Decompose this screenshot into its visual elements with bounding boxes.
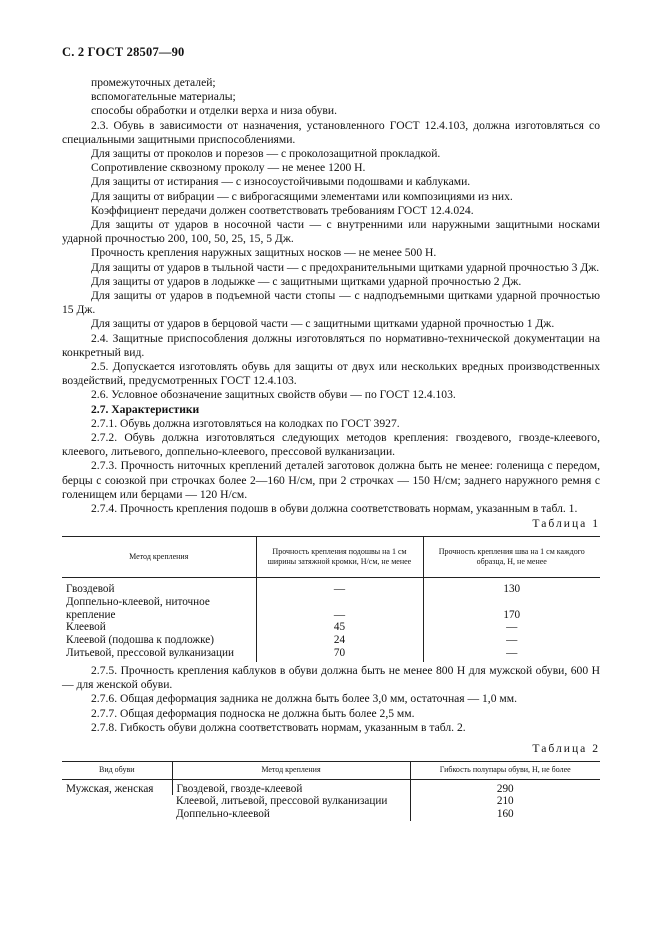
table1-cell-seam: 170 xyxy=(423,596,600,622)
table1-cell-seam: — xyxy=(423,621,600,634)
table1-cell-seam: — xyxy=(423,647,600,662)
table1-cell-sole: — xyxy=(256,596,423,622)
body-paragraph: Для защиты от вибрации — с виброгасящими элементами или композициями из них. xyxy=(91,189,513,203)
table2-cell-kind: Мужская, женская xyxy=(66,782,154,795)
table1-cell-sole: 45 xyxy=(256,621,423,634)
body-paragraph: Для защиты от истирания — с износоустойчивыми подошвами и каблуками. xyxy=(91,175,471,189)
body-paragraph: 2.7.6. Общая деформация задника не должна быть более 3,0 мм, остаточная — 1,0 мм. xyxy=(91,692,517,706)
body-paragraph: 2.7.7. Общая деформация подноска не должна быть более 2,5 мм. xyxy=(91,706,415,720)
table2-cell-flexibility: 290 xyxy=(410,779,600,795)
body-paragraph: 2.7.8. Гибкость обуви должна соответствовать нормам, указанным в табл. 2. xyxy=(91,720,466,734)
body-paragraph: Для защиты от ударов в тыльной части — с предохранительными щитками ударной прочностью 3 Дж. xyxy=(91,260,600,274)
table2-header-kind: Вид обуви xyxy=(62,762,172,780)
body-paragraph: 2.4. Защитные приспособления должны изготовляться по нормативно-технической документации на конкретный вид. xyxy=(62,331,600,359)
body-paragraph: 2.3. Обувь в зависимости от назначения, установленного ГОСТ 12.4.103, должна изготовляться со специальными защитными приспособлениями. xyxy=(62,118,600,146)
table1-cell-sole: 70 xyxy=(256,647,423,662)
table-row xyxy=(62,647,600,662)
body-paragraph: 2.7.1. Обувь должна изготовляться на колодках по ГОСТ 3927. xyxy=(91,416,400,430)
table-row xyxy=(62,596,600,622)
table2-header-flexibility: Гибкость полупары обуви, Н, не более xyxy=(410,762,600,780)
table-1 xyxy=(62,536,600,662)
table1-cell-method: Клеевой (подошва к подложке) xyxy=(66,634,214,647)
table-row xyxy=(62,621,600,634)
body-paragraph: способы обработки и отделки верха и низа обуви. xyxy=(91,104,337,118)
table2-cell-method: Гвоздевой, гвоздe-клеевой xyxy=(172,779,410,795)
table2-header-method: Метод крепления xyxy=(172,762,410,780)
table1-header-seam-strength: Прочность крепления шва на 1 см каждого образца, Н, не менее xyxy=(423,537,600,578)
document-body-continued xyxy=(62,664,600,735)
table1-cell-seam: — xyxy=(423,634,600,647)
body-paragraph: Для защиты от ударов в лодыжке — с защитными щитками ударной прочностью 2 Дж. xyxy=(91,274,522,288)
body-paragraph: Для защиты от ударов в берцовой части — с защитными щитками ударной прочностью 1 Дж. xyxy=(91,317,555,331)
body-paragraph: Прочность крепления наружных защитных носков — не менее 500 Н. xyxy=(91,246,437,260)
body-paragraph: Сопротивление сквозному проколу — не менее 1200 Н. xyxy=(91,161,366,175)
table1-cell-method: Клеевой xyxy=(66,621,106,634)
body-paragraph: 2.7.2. Обувь должна изготовляться следующих методов крепления: гвоздевого, гвоздe-клеевого, клеевого, литьевого, доппельно-клеевого, прессовой вулканизации. xyxy=(62,431,600,459)
document-body xyxy=(62,76,600,516)
table1-cell-seam: 130 xyxy=(423,578,600,596)
table-2 xyxy=(62,761,600,821)
page-header: С. 2 ГОСТ 28507—90 xyxy=(62,45,185,59)
table1-cell-method: Доппельно-клеевой, ниточное крепление xyxy=(66,595,210,621)
body-paragraph: 2.7.4. Прочность крепления подошв в обуви должна соответствовать нормам, указанным в табл. 1. xyxy=(91,502,578,516)
table1-cell-method: Литьевой, прессовой вулканизации xyxy=(66,646,234,659)
table1-header-method: Метод крепления xyxy=(62,537,256,578)
table-row xyxy=(62,634,600,647)
table1-cell-sole: 24 xyxy=(256,634,423,647)
table2-cell-flexibility: 210 xyxy=(410,795,600,808)
body-paragraph: Для защиты от ударов в носочной части — с внутренними или наружными защитными носками ударной прочностью 200, 100, 50, 25, 15, 5 Дж. xyxy=(62,218,600,246)
body-paragraph: 2.7.5. Прочность крепления каблуков в обуви должна быть не менее 800 Н для мужской обуви, 600 Н — для женской обуви. xyxy=(62,664,600,692)
body-paragraph: Для защиты от проколов и порезов — с проколозащитной прокладкой. xyxy=(91,147,441,161)
table2-label: Таблица 2 xyxy=(532,742,600,755)
table1-header-sole-strength: Прочность крепления подошвы на 1 см ширины затяжной кромки, Н/см, не менее xyxy=(256,537,423,578)
table2-cell-method: Доппельно-клеевой xyxy=(176,808,270,821)
table2-cell-flexibility: 160 xyxy=(410,808,600,821)
body-paragraph: промежуточных деталей; xyxy=(91,76,216,89)
body-paragraph: 2.7. Характеристики xyxy=(91,402,200,416)
table1-cell-sole: — xyxy=(256,578,423,596)
table-row xyxy=(62,578,600,596)
body-paragraph: Для защиты от ударов в подъемной части стопы — с надподъемными щитками ударной прочностью 15 Дж. xyxy=(62,289,600,317)
body-paragraph: 2.5. Допускается изготовлять обувь для защиты от двух или нескольких вредных производственных воздействий, предусмотренных ГОСТ 12.4.103. xyxy=(62,360,600,388)
body-paragraph: 2.7.3. Прочность ниточных креплений деталей заготовок должна быть не менее: голенища с передом, берцы с союзкой при строчках более 2—160 Н/см, при 2 строчках — 150 Н/см; заднего наружного ремня с голенищем или берцами — 120 Н/см. xyxy=(62,459,600,501)
body-paragraph: Коэффициент передачи должен соответствовать требованиям ГОСТ 12.4.024. xyxy=(91,203,474,217)
table1-cell-method: Гвоздевой xyxy=(66,583,115,595)
table1-label: Таблица 1 xyxy=(532,517,600,530)
table-row xyxy=(62,779,600,795)
table2-cell-method: Клеевой, литьевой, прессовой вулканизации xyxy=(176,795,388,808)
body-paragraph: 2.6. Условное обозначение защитных свойств обуви — по ГОСТ 12.4.103. xyxy=(91,388,456,402)
body-paragraph: вспомогательные материалы; xyxy=(91,90,236,104)
